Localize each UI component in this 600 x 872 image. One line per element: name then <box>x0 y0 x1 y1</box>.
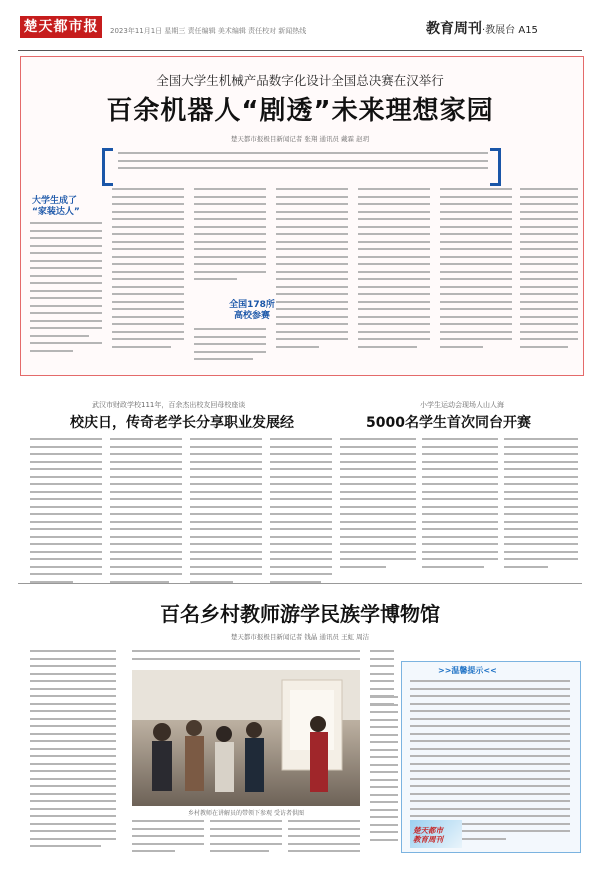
story3-headline: 5000名学生首次同台开赛 <box>366 415 531 431</box>
lead-bracket-right <box>490 148 501 186</box>
top-story-lead <box>118 152 488 175</box>
top-story-subhead-2: 全国178所 高校参赛 <box>229 300 275 321</box>
museum-photo <box>132 670 360 806</box>
story4-col-5b <box>370 696 398 846</box>
story3-col-2 <box>422 438 498 573</box>
edition-name: 教育周刊 <box>426 21 482 37</box>
story4-col-1 <box>30 650 116 853</box>
story4-headline: 百名乡村教师游学民族学博物馆 <box>160 602 440 626</box>
top-story-kicker: 全国大学生机械产品数字化设计全国总决赛在汉举行 <box>156 73 444 88</box>
masthead-logo: 楚天都市报 <box>20 16 102 38</box>
story3-col-1 <box>340 438 416 573</box>
header-divider <box>18 50 582 51</box>
story2-col-1 <box>30 438 102 588</box>
story4-col-2 <box>132 820 204 858</box>
story4-byline: 楚天都市报极目新闻记者 钱晶 通讯员 王虹 周洁 <box>230 633 370 641</box>
story4-col-3 <box>210 820 282 858</box>
photo-caption: 乡村教师在讲解员的带领下参观 受访者供图 <box>188 810 304 817</box>
story3-col-3 <box>504 438 578 573</box>
story4-col-4 <box>288 820 360 858</box>
story2-col-3 <box>190 438 262 588</box>
notice-title: >>温馨提示<< <box>438 666 497 675</box>
top-story-headline: 百余机器人“剧透”未来理想家园 <box>106 96 494 126</box>
story2-col-2 <box>110 438 182 588</box>
story2-headline: 校庆日，传奇老学长分享职业发展经 <box>70 415 294 431</box>
museum-photo-illustration <box>132 670 360 806</box>
top-story-col-3 <box>194 188 266 286</box>
section-divider <box>18 583 582 584</box>
promo-text: 楚天都市 教育周刊 <box>413 826 443 844</box>
top-story-subhead-1: 大学生成了 “家装达人” <box>32 196 80 217</box>
top-story-col-6 <box>440 188 512 353</box>
story2-col-4 <box>270 438 332 588</box>
edition-title <box>426 18 538 38</box>
story3-kicker: 小学生运动会现场人山人海 <box>420 401 504 409</box>
top-story-col-2 <box>112 188 184 353</box>
story2-kicker: 武汉市财政学校111年，百余杰出校友回母校座谈 <box>92 401 246 409</box>
top-story-col-1 <box>30 222 102 357</box>
top-story-col-7 <box>520 188 578 353</box>
lead-bracket-left <box>102 148 113 186</box>
top-story-col-3b <box>194 328 266 366</box>
edition-page: ·教展台 A15 <box>482 25 538 36</box>
story4-intro <box>132 650 360 665</box>
top-story-col-4 <box>276 188 348 353</box>
top-story-byline: 楚天都市报极目新闻记者 张翔 通讯员 戴霖 赵玥 <box>230 135 370 143</box>
promo-badge <box>410 820 462 848</box>
top-story-col-5 <box>358 188 430 353</box>
header-info: 2023年11月1日 星期三 责任编辑 美术编辑 责任校对 新闻热线 <box>110 27 307 35</box>
